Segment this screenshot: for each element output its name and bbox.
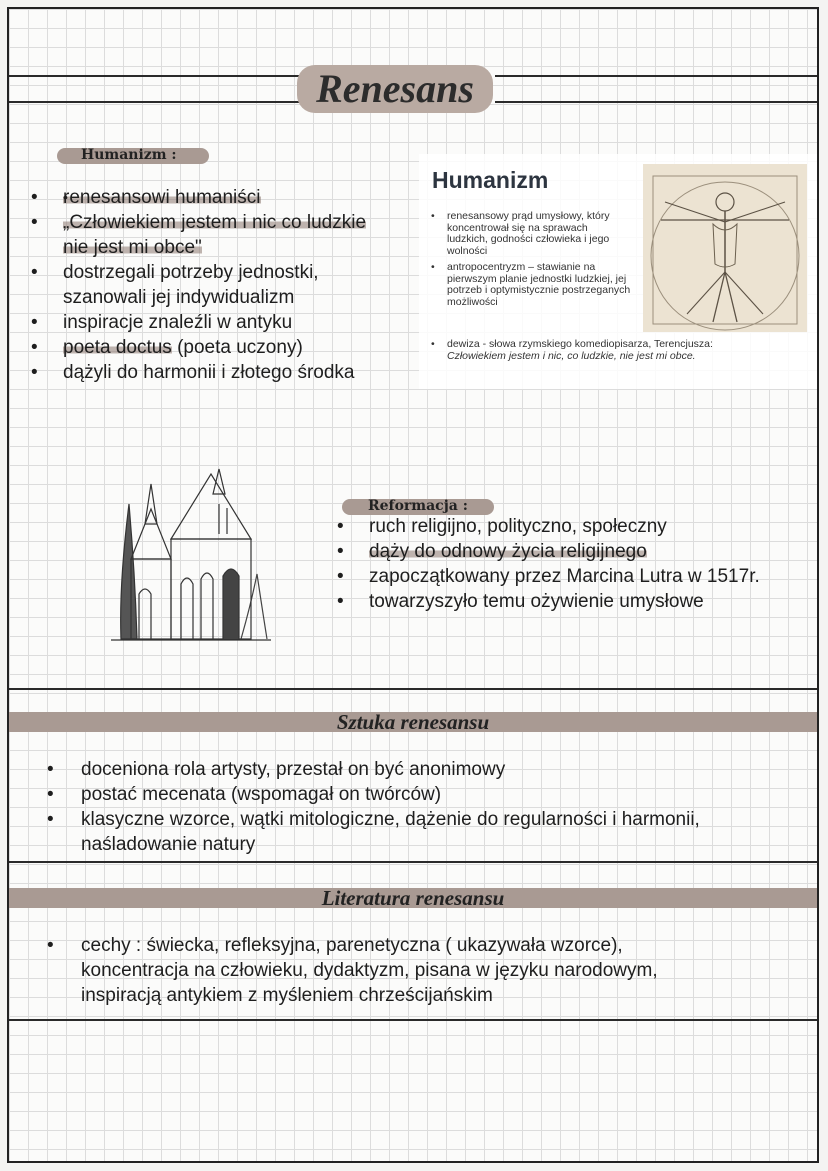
list-item: • towarzyszyło temu ożywienie umysłowe: [337, 591, 704, 612]
page-title: Renesans: [297, 65, 493, 113]
list-item: • dążyli do harmonii i złotego środka: [31, 362, 355, 383]
list-item: [39, 832, 809, 857]
reformacja-heading: Reformacja :: [368, 498, 468, 514]
slide-quote: Człowiekiem jestem i nic, co ludzkie, nie jest mi obce.: [447, 349, 696, 362]
sztuka-list: [39, 757, 809, 857]
reformacja-item-text: ruch religijno, polityczno, społeczny: [369, 516, 667, 537]
list-item: [39, 983, 809, 1008]
reformacja-item-text: towarzyszyło temu ożywienie umysłowe: [369, 591, 704, 612]
title-rule-top-right: [495, 75, 817, 77]
humanizm-item-text: (poeta uczony): [171, 337, 303, 358]
note-page: [7, 7, 819, 1163]
list-item: [27, 235, 427, 260]
humanizm-item-text: dostrzegali potrzeby jednostki,: [63, 262, 319, 283]
humanizm-item-text: renesansowi humaniści: [63, 187, 261, 208]
humanizm-item-text: „Człowiekiem jestem i nic co ludzkie: [63, 212, 367, 233]
sztuka-heading: Sztuka renesansu: [336, 710, 490, 734]
sztuka-item-text: postać mecenata (wspomagał on twórców): [81, 784, 442, 805]
list-item: • cechy : świecka, refleksyjna, parenetyczna ( ukazywała wzorce),: [47, 935, 623, 956]
title-rule-bottom-left: [9, 101, 299, 103]
literatura-item-text: cechy : świecka, refleksyjna, parenetyczna ( ukazywała wzorce),: [81, 935, 623, 956]
list-item: • postać mecenata (wspomagał on twórców): [47, 784, 442, 805]
list-item: • „Człowiekiem jestem i nic co ludzkie: [31, 212, 367, 233]
literatura-item-text: koncentracja na człowieku, dydaktyzm, pisana w języku narodowym,: [81, 960, 658, 981]
list-item: • • renesansowi humaniści: [27, 185, 427, 210]
humanizm-list: [27, 185, 427, 385]
slide-item: • antropocentryzm – stawianie na pierwszym planie jednostki ludzkiej, jej potrzeb i optymistycznie postrzeganych możliwości: [431, 262, 631, 308]
humanizm-item-text: inspiracje znaleźli w antyku: [63, 312, 293, 333]
slide-title: Humanizm: [432, 167, 549, 193]
reformacja-item-text: zapoczątkowany przez Marcina Lutra w 1517r.: [369, 566, 760, 587]
slide-item-text: dewiza - słowa rzymskiego komediopisarza, Terencjusza:: [447, 338, 713, 350]
slide-list-motto: [431, 339, 761, 367]
slide-list: [431, 211, 631, 313]
list-item: • dąży do odnowy życia religijnego: [337, 541, 647, 562]
section-rule: [9, 688, 817, 690]
church-illustration: [101, 464, 281, 649]
humanizm-item-text: dążyli do harmonii i złotego środka: [63, 362, 355, 383]
list-item: • klasyczne wzorce, wątki mitologiczne, dążenie do regularności i harmonii,: [47, 809, 700, 830]
title-rule-top-left: [9, 75, 299, 77]
humanizm-item-text: poeta doctus: [63, 337, 172, 358]
title-rule-bottom-right: [495, 101, 817, 103]
list-item: • inspiracje znaleźli w antyku: [31, 312, 293, 333]
list-item: • dostrzegali potrzeby jednostki,: [31, 262, 319, 283]
literatura-list: [39, 933, 809, 1008]
slide-item: [431, 339, 761, 362]
list-item: • doceniona rola artysty, przestał on być anonimowy: [47, 759, 506, 780]
list-item: • poeta doctus (poeta uczony): [31, 337, 303, 358]
reformacja-list: [331, 514, 811, 614]
list-item: • ruch religijno, polityczno, społeczny: [337, 516, 667, 537]
humanizm-item-text: szanowali jej indywidualizm: [63, 287, 295, 308]
slide-item: • renesansowy prąd umysłowy, który koncentrował się na sprawach ludzkich, godności człowieka i jego wolności: [431, 211, 631, 257]
list-item: [39, 958, 809, 983]
humanizm-heading: Humanizm :: [81, 147, 177, 163]
literatura-heading: Literatura renesansu: [321, 886, 505, 910]
sztuka-item-text: naśladowanie natury: [81, 834, 256, 855]
list-item: [27, 285, 427, 310]
vitruvian-man-image: [643, 164, 807, 332]
section-rule: [9, 861, 817, 863]
reformacja-item-text: dąży do odnowy życia religijnego: [369, 541, 647, 562]
sztuka-item-text: doceniona rola artysty, przestał on być anonimowy: [81, 759, 506, 780]
literatura-item-text: inspiracją antykiem z myśleniem chrześcijańskim: [81, 985, 493, 1006]
sztuka-item-text: klasyczne wzorce, wątki mitologiczne, dążenie do regularności i harmonii,: [81, 809, 700, 830]
humanizm-item-text: nie jest mi obce": [63, 237, 202, 258]
section-rule: [9, 1019, 817, 1021]
list-item: • zapoczątkowany przez Marcina Lutra w 1517r.: [337, 566, 760, 587]
